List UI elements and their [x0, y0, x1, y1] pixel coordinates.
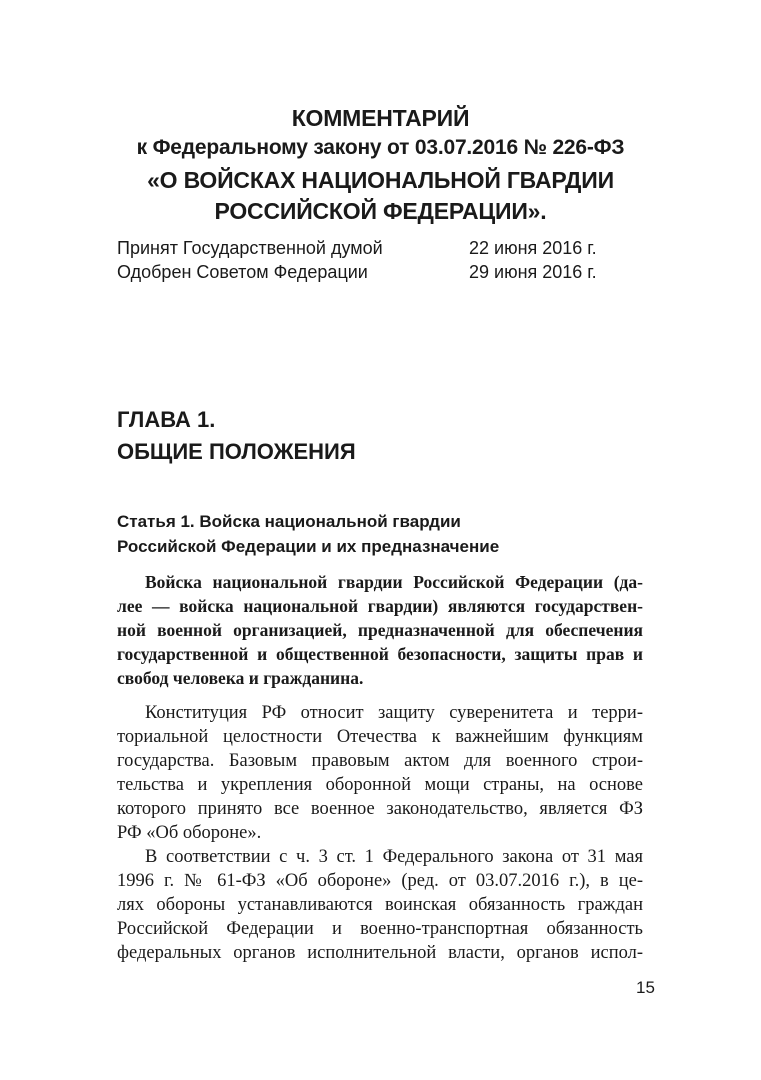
article-title-line-2: Российской Федерации и их предназначение	[117, 537, 500, 556]
chapter-title: ОБЩИЕ ПОЛОЖЕНИЯ	[117, 439, 356, 464]
article-text-line: Войска национальной гвардии Российской Федерации (да-	[145, 572, 643, 592]
commentary-line: федеральных органов исполнительной власти, органов испол-	[117, 943, 643, 963]
article-text-line: свобод человека и гражданина.	[117, 668, 364, 688]
commentary-line: Конституция РФ относит защиту суверенитета и терри-	[145, 703, 643, 723]
adoption-label-council: Одобрен Советом Федерации	[117, 262, 368, 282]
article-text-line: ной военной организацией, предназначенной для обеспечения	[117, 620, 643, 640]
commentary-line: РФ «Об обороне».	[117, 823, 262, 843]
commentary-line: ториальной целостности Отечества к важнейшим функциям	[117, 727, 643, 747]
commentary-line: 1996 г. № 61-ФЗ «Об обороне» (ред. от 03.07.2016 г.), в це-	[117, 871, 643, 891]
commentary-line: лях обороны устанавливаются воинская обязанность граждан	[117, 895, 643, 915]
title-line-3: «О ВОЙСКАХ НАЦИОНАЛЬНОЙ ГВАРДИИ	[147, 167, 614, 193]
article-title-line-1: Статья 1. Войска национальной гвардии	[117, 512, 461, 531]
adoption-date-duma: 22 июня 2016 г.	[469, 238, 597, 258]
commentary-line: В соответствии с ч. 3 ст. 1 Федерального закона от 31 мая	[145, 847, 643, 867]
commentary-line: тельства и укрепления оборонной мощи страны, на основе	[117, 775, 643, 795]
chapter-number: ГЛАВА 1.	[117, 407, 216, 432]
article-text-line: лее — войска национальной гвардии) являются государствен-	[117, 596, 643, 616]
adoption-label-duma: Принят Государственной думой	[117, 238, 383, 258]
title-line-1: КОММЕНТАРИЙ	[291, 105, 470, 131]
title-line-2: к Федеральному закону от 03.07.2016 № 226-ФЗ	[136, 136, 625, 159]
adoption-date-council: 29 июня 2016 г.	[469, 262, 597, 282]
title-line-4: РОССИЙСКОЙ ФЕДЕРАЦИИ».	[214, 198, 547, 224]
commentary-line: Российской Федерации и военно-транспортная обязанность	[117, 919, 643, 939]
commentary-line: государства. Базовым правовым актом для военного строи-	[117, 751, 643, 771]
page-number: 15	[636, 978, 655, 997]
article-text-line: государственной и общественной безопасности, защиты прав и	[117, 644, 643, 664]
commentary-line: которого принято все военное законодательство, является ФЗ	[117, 799, 643, 819]
